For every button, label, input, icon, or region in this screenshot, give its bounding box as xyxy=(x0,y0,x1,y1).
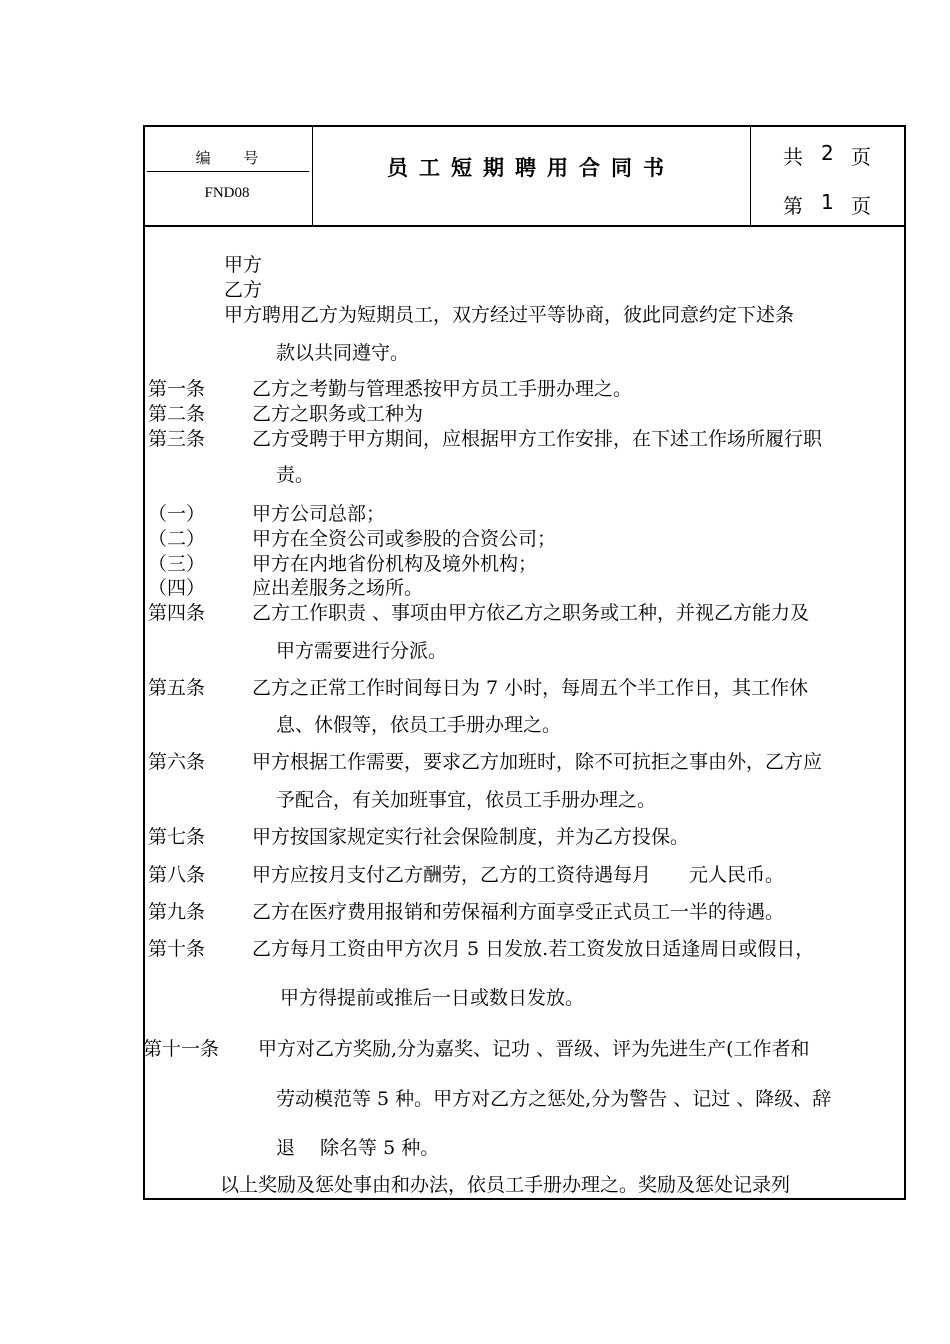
article-7-number: 第七条 xyxy=(148,826,206,848)
page-cell xyxy=(751,125,904,225)
article-5-number: 第五条 xyxy=(148,677,206,699)
article-7-text: 甲方按国家规定实行社会保险制度，并为乙方投保。 xyxy=(252,826,690,848)
article-9-text: 乙方在医疗费用报销和劳保福利方面享受正式员工一半的待遇。 xyxy=(252,901,785,923)
article-11-continuation-1: 劳动模范等 5 种。甲方对乙方之惩处,分为警告 、记过 、降级、辞 xyxy=(276,1088,832,1110)
article-10-number: 第十条 xyxy=(148,938,206,960)
article-6-continuation: 予配合，有关加班事宜，依员工手册办理之。 xyxy=(276,789,657,811)
code-value: FND08 xyxy=(204,185,250,201)
article-4-text: 乙方工作职责 、事项由甲方依乙方之职务或工种，并视乙方能力及 xyxy=(252,602,810,624)
current-page-number: 1 xyxy=(821,190,834,214)
article-3-number: 第三条 xyxy=(148,428,206,450)
current-page-unit: 页 xyxy=(851,194,871,218)
article-1-text: 乙方之考勤与管理悉按甲方员工手册办理之。 xyxy=(252,378,633,400)
article-5-continuation: 息、休假等，依员工手册办理之。 xyxy=(276,714,562,736)
article-3-text: 乙方受聘于甲方期间，应根据甲方工作安排，在下述工作场所履行职 xyxy=(252,428,823,450)
item-3-number: （三） xyxy=(148,553,206,575)
document-header xyxy=(143,125,906,227)
item-1-text: 甲方公司总部； xyxy=(252,503,386,525)
party-b-line: 乙方 xyxy=(224,279,263,301)
code-label: 编 号 xyxy=(195,149,273,167)
article-5-text: 乙方之正常工作时间每日为 7 小时，每周五个半工作日，其工作休 xyxy=(252,677,809,699)
article-3-continuation: 责。 xyxy=(276,464,315,486)
code-cell xyxy=(143,125,313,225)
intro-paragraph-line1: 甲方聘用乙方为短期员工，双方经过平等协商，彼此同意约定下述条 xyxy=(224,304,795,326)
article-8-number: 第八条 xyxy=(148,864,206,886)
total-pages-number: 2 xyxy=(821,141,834,165)
item-2-number: （二） xyxy=(148,528,206,550)
article-4-number: 第四条 xyxy=(148,602,206,624)
article-1-number: 第一条 xyxy=(148,378,206,400)
item-4-text: 应出差服务之场所。 xyxy=(252,577,424,599)
closing-paragraph: 以上奖励及惩处事由和办法，依员工手册办理之。奖励及惩处记录列 xyxy=(220,1174,791,1196)
article-6-text: 甲方根据工作需要，要求乙方加班时，除不可抗拒之事由外，乙方应 xyxy=(252,751,823,773)
article-4-continuation: 甲方需要进行分派。 xyxy=(276,640,448,662)
intro-paragraph-line2: 款以共同遵守。 xyxy=(276,342,410,364)
article-10-text: 乙方每月工资由甲方次月 5 日发放.若工资发放日适逢周日或假日， xyxy=(252,938,815,960)
article-11-text: 甲方对乙方奖励,分为嘉奖、记功 、晋级、评为先进生产(工作者和 xyxy=(258,1038,810,1060)
document-title: 员工短期聘用合同书 xyxy=(387,156,675,180)
item-3-text: 甲方在内地省份机构及境外机构； xyxy=(252,553,538,575)
item-4-number: （四） xyxy=(148,577,206,599)
article-11-continuation-2: 退 除名等 5 种。 xyxy=(276,1137,440,1159)
total-pages-unit: 页 xyxy=(851,145,871,169)
article-2-text: 乙方之职务或工种为 xyxy=(252,403,424,425)
party-a-line: 甲方 xyxy=(224,254,263,276)
current-page-label: 第 xyxy=(783,194,803,218)
code-divider xyxy=(147,171,309,172)
total-pages-label: 共 xyxy=(783,145,803,169)
item-1-number: （一） xyxy=(148,503,206,525)
article-10-continuation: 甲方得提前或推后一日或数日发放。 xyxy=(280,987,585,1009)
item-2-text: 甲方在全资公司或参股的合资公司； xyxy=(252,528,557,550)
article-8-text: 甲方应按月支付乙方酬劳，乙方的工资待遇每月 元人民币。 xyxy=(252,864,785,886)
article-2-number: 第二条 xyxy=(148,403,206,425)
article-6-number: 第六条 xyxy=(148,751,206,773)
title-cell xyxy=(313,125,751,225)
article-11-number: 第十一条 xyxy=(143,1038,220,1060)
article-9-number: 第九条 xyxy=(148,901,206,923)
